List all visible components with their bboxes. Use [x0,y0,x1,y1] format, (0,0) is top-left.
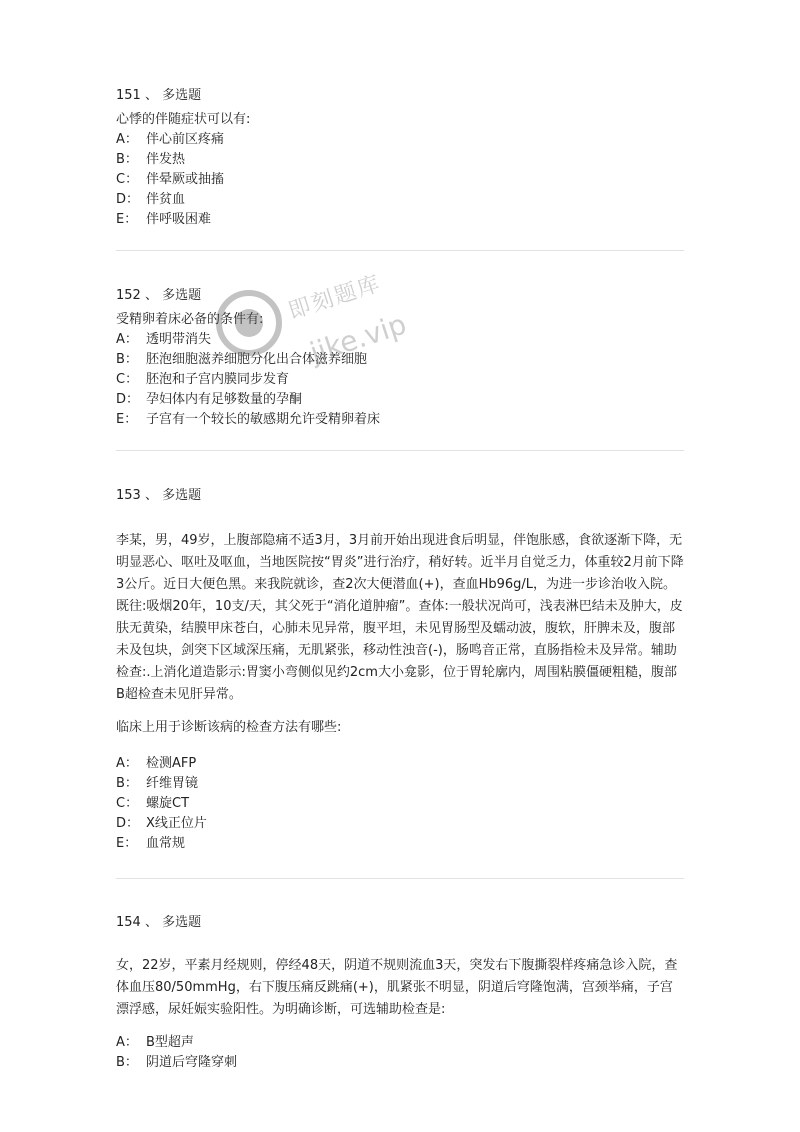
option-text: 血常规 [146,836,186,851]
question-header: 151 、 多选题 [116,88,202,103]
option-letter: E： [116,212,138,227]
option-text: X线正位片 [146,816,207,831]
option-list [116,130,684,230]
option-letter: E： [116,836,138,851]
option-a[interactable] [116,130,684,150]
option-list [116,754,684,854]
question-prompt: 临床上用于诊断该病的检查方法有哪些: [116,720,342,735]
option-letter: B： [116,352,138,367]
option-text: 伴贫血 [146,192,186,207]
option-c[interactable] [116,170,684,190]
option-letter: D： [116,192,140,207]
option-letter: B： [116,776,138,791]
watermark-url: jike.vip [306,307,411,370]
divider [116,450,684,451]
option-c[interactable] [116,794,684,814]
question-154 [116,913,684,1073]
option-b[interactable] [116,774,684,794]
option-b[interactable] [116,1053,684,1073]
option-letter: C： [116,172,139,187]
option-b[interactable] [116,350,684,370]
option-letter: C： [116,796,139,811]
option-letter: B： [116,152,138,167]
option-a[interactable] [116,330,684,350]
option-list [116,330,684,430]
option-e[interactable] [116,210,684,230]
question-152 [116,286,684,430]
option-d[interactable] [116,190,684,210]
option-text: 伴呼吸困难 [146,212,212,227]
option-letter: C： [116,372,139,387]
option-a[interactable] [116,754,684,774]
option-text: 胚泡和子宫内膜同步发育 [146,372,290,387]
divider [116,250,684,251]
option-letter: A： [116,756,138,771]
question-151 [116,86,684,230]
question-header: 154 、 多选题 [116,915,202,930]
option-d[interactable] [116,390,684,410]
option-e[interactable] [116,410,684,430]
option-text: B型超声 [146,1035,194,1050]
question-stem: 心悸的伴随症状可以有: [116,112,251,127]
option-text: 子宫有一个较长的敏感期允许受精卵着床 [146,412,381,427]
option-text: 检测AFP [146,756,197,771]
option-letter: E： [116,412,138,427]
option-d[interactable] [116,814,684,834]
option-letter: D： [116,816,140,831]
option-text: 螺旋CT [146,796,190,811]
option-c[interactable] [116,370,684,390]
option-list [116,1033,684,1073]
option-a[interactable] [116,1033,684,1053]
option-text: 孕妇体内有足够数量的孕酮 [146,392,303,407]
question-stem: 受精卵着床必备的条件有: [116,312,264,327]
option-letter: B： [116,1055,138,1070]
option-text: 纤维胃镜 [146,776,199,791]
option-text: 胚泡细胞滋养细胞分化出合体滋养细胞 [146,352,368,367]
question-stem: 女，22岁，平素月经规则，停经48天，阴道不规则流血3天，突发右下腹撕裂样疼痛急诊入院，查体血压80/50mmHg，右下腹压痛反跳痛(+)，肌紧张不明显，阴道后穹隆饱满，宫颈举痛，子宫漂浮感，尿妊娠实验阳性。为明确诊断，可选辅助检查是: [116,958,678,1017]
question-header: 152 、 多选题 [116,288,202,303]
option-text: 透明带消失 [146,332,212,347]
watermark-text: 即刻题库 [285,271,385,325]
question-header: 153 、 多选题 [116,488,202,503]
option-letter: A： [116,132,138,147]
option-letter: A： [116,1035,138,1050]
option-text: 阴道后穹隆穿刺 [146,1055,238,1070]
question-stem: 李某，男，49岁，上腹部隐痛不适3月，3月前开始出现进食后明显，伴饱胀感，食欲逐渐下降，无明显恶心、呕吐及呕血，当地医院按“胃炎”进行治疗，稍好转。近半月自觉乏力，体重较2月前下降3公斤。近日大便色黑。来我院就诊，查2次大便潜血(+)，查血Hb96g/L，为进一步诊治收入院。既往:吸烟20年，10支/天，其父死于“消化道肿瘤”。查体:一般状况尚可，浅表淋巴结未及肿大，皮肤无黄染，结膜甲床苍白，心肺未见异常，腹平坦，未见胃肠型及蠕动波，腹软，肝脾未及，腹部未及包块，剑突下区域深压痛，无肌紧张，移动性浊音(-)，肠鸣音正常，直肠指检未及异常。辅助检查:.上消化道造影示:胃窦小弯侧似见约2cm大小龛影，位于胃轮廓内，周围粘膜僵硬粗糙，腹部B超检查未见肝异常。 [116,533,684,702]
divider [116,878,684,879]
option-text: 伴晕厥或抽搐 [146,172,225,187]
option-text: 伴发热 [146,152,186,167]
option-text: 伴心前区疼痛 [146,132,225,147]
question-153 [116,486,684,854]
option-letter: D： [116,392,140,407]
option-e[interactable] [116,834,684,854]
option-b[interactable] [116,150,684,170]
option-letter: A： [116,332,138,347]
